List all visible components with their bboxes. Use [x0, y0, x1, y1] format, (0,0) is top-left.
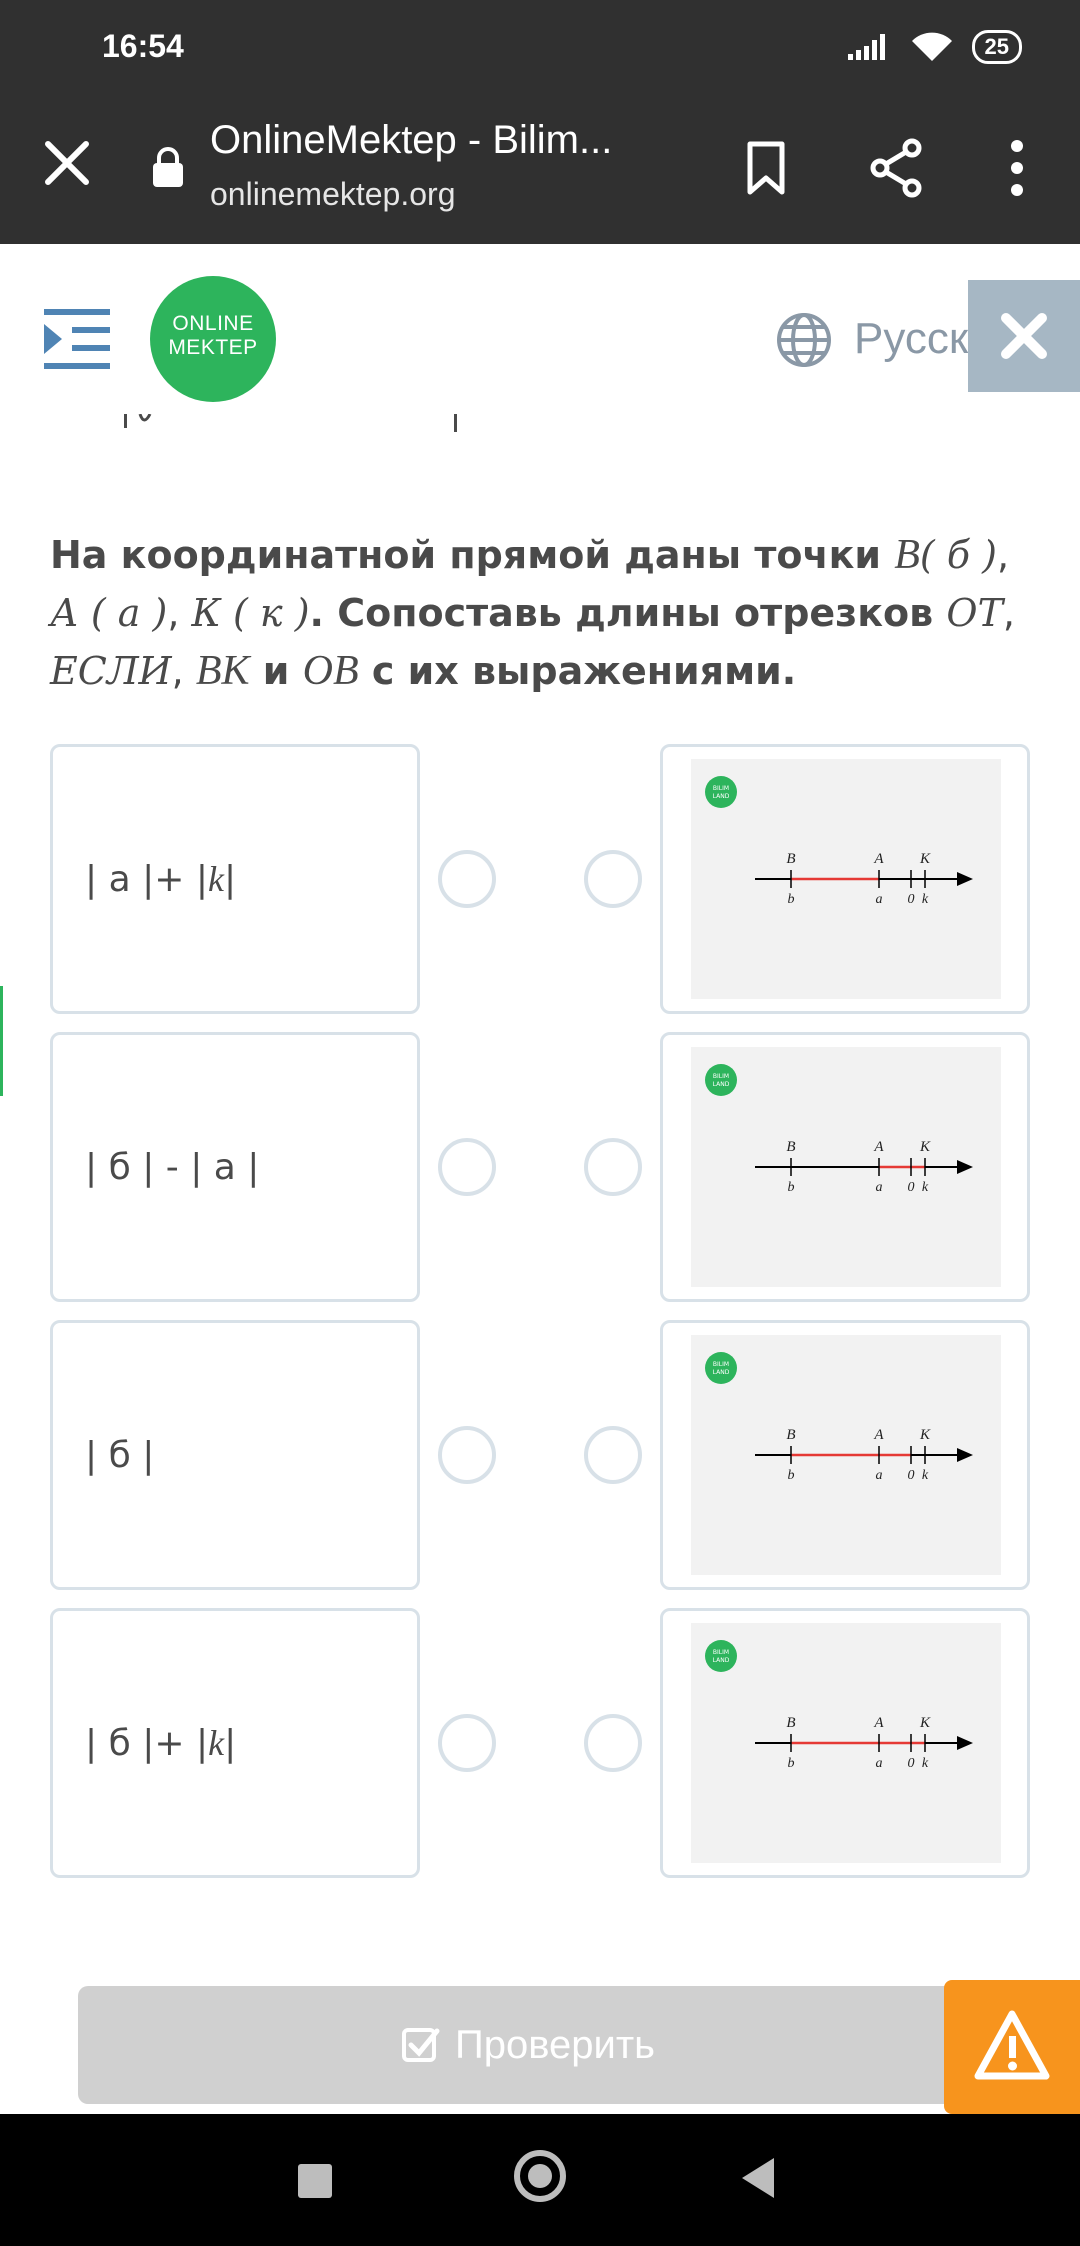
number-line-image — [691, 1623, 1001, 1863]
point-label: K — [919, 851, 931, 867]
bilimland-badge-icon — [705, 1352, 737, 1384]
expression-part: | — [223, 858, 237, 900]
site-header — [0, 244, 1080, 414]
menu-icon[interactable] — [42, 308, 112, 370]
expression-part: | б |+ | — [85, 1722, 209, 1764]
segment-esli: ЕСЛИ — [50, 649, 172, 693]
axis-arrow-icon — [957, 1736, 973, 1750]
tick-label: 0 — [907, 1180, 915, 1195]
expression-card[interactable] — [50, 744, 420, 1014]
right-connector-radio[interactable] — [584, 1714, 642, 1772]
system-nav-bar — [0, 2114, 1080, 2246]
point-label: K — [919, 1139, 931, 1155]
tick-label: 0 — [907, 892, 915, 907]
badge-text: BILIM — [712, 785, 730, 792]
expression-text — [85, 1323, 154, 1587]
expression-part: | — [224, 1722, 237, 1764]
expression-card[interactable] — [50, 1608, 420, 1878]
globe-icon[interactable] — [776, 312, 832, 368]
tick-label: a — [875, 1468, 883, 1483]
back-button[interactable] — [742, 2158, 774, 2198]
question-part2: . Сопоставь длины отрезков — [309, 591, 947, 635]
battery-level: 25 — [984, 34, 1009, 59]
tick-label: k — [921, 1180, 929, 1195]
tick-label: 0 — [907, 1468, 915, 1483]
segment-ot: ОТ — [946, 591, 1003, 635]
right-connector-radio[interactable] — [584, 850, 642, 908]
page-title: OnlineMektep - Bilim... — [210, 118, 613, 162]
expression-variable: k — [207, 859, 224, 899]
sep2: , — [167, 591, 192, 635]
bilimland-badge-icon — [705, 1064, 737, 1096]
number-line-image — [691, 759, 1001, 999]
expression-card[interactable] — [50, 1320, 420, 1590]
close-icon[interactable] — [40, 136, 94, 190]
point-label: B — [786, 851, 796, 867]
number-line-svg — [691, 1047, 1001, 1287]
badge-text: BILIM — [712, 1073, 730, 1080]
share-icon[interactable] — [868, 138, 924, 198]
point-label: B — [786, 1139, 796, 1155]
point-k-arg: ( к ) — [233, 591, 310, 635]
report-button[interactable] — [944, 1980, 1080, 2114]
number-line-image — [691, 1335, 1001, 1575]
battery-icon — [972, 30, 1022, 64]
left-connector-radio[interactable] — [438, 1426, 496, 1484]
point-label: A — [874, 1427, 884, 1443]
sep4: , — [171, 649, 196, 693]
expression-card[interactable] — [50, 1032, 420, 1302]
bookmark-icon[interactable] — [742, 140, 790, 196]
point-b-arg: ( б ) — [919, 533, 997, 577]
point-label: K — [919, 1427, 931, 1443]
status-time: 16:54 — [102, 28, 184, 64]
axis-arrow-icon — [957, 1448, 973, 1462]
expression-text — [85, 747, 236, 1011]
number-line-image — [691, 1047, 1001, 1287]
number-line-card[interactable] — [660, 1608, 1030, 1878]
cut-off-text — [40, 414, 640, 434]
badge-text: LAND — [712, 1369, 730, 1376]
bilimland-badge-icon — [705, 776, 737, 808]
tick-label: b — [787, 892, 795, 907]
check-square-icon — [401, 2025, 441, 2065]
recents-button[interactable] — [298, 2164, 332, 2198]
logo[interactable] — [150, 276, 276, 402]
axis-arrow-icon — [957, 872, 973, 886]
close-button[interactable] — [968, 280, 1080, 392]
tick-label: 0 — [907, 1756, 915, 1771]
number-line-card[interactable] — [660, 1032, 1030, 1302]
sep3: , — [1002, 591, 1016, 635]
wifi-icon — [910, 31, 954, 63]
question-part1: На координатной прямой даны точки — [50, 533, 895, 577]
number-line-card[interactable] — [660, 1320, 1030, 1590]
left-connector-radio[interactable] — [438, 1714, 496, 1772]
tick-label: b — [787, 1756, 795, 1771]
left-connector-radio[interactable] — [438, 850, 496, 908]
badge-text: BILIM — [712, 1361, 730, 1368]
segment-ob: OB — [302, 648, 359, 694]
tick-label: a — [875, 892, 883, 907]
and-word: и — [249, 649, 303, 693]
close-icon — [968, 280, 1080, 392]
point-label: A — [874, 1139, 884, 1155]
check-button[interactable] — [78, 1986, 978, 2104]
point-label: B — [786, 1427, 796, 1443]
number-line-svg — [691, 1335, 1001, 1575]
lock-icon — [150, 146, 186, 188]
expression-variable: k — [208, 1723, 225, 1763]
bilimland-badge-icon — [705, 1640, 737, 1672]
expression-part: | б | - | а | — [85, 1146, 260, 1188]
number-line-svg — [691, 759, 1001, 999]
tick-label: k — [921, 892, 929, 907]
check-button-label: Проверить — [454, 2022, 656, 2067]
tick-label: b — [787, 1180, 795, 1195]
badge-text: BILIM — [712, 1649, 730, 1656]
right-connector-radio[interactable] — [584, 1138, 642, 1196]
badge-text: LAND — [712, 793, 730, 800]
right-connector-radio[interactable] — [584, 1426, 642, 1484]
page-url[interactable]: onlinemektep.org — [210, 176, 456, 212]
question-part3: с их выражениями. — [358, 649, 797, 693]
point-label: B — [786, 1715, 796, 1731]
point-label: K — [919, 1715, 931, 1731]
point-b: B — [894, 532, 920, 578]
segment-bk: BK — [195, 648, 250, 694]
expression-text — [85, 1611, 236, 1875]
logo-line2: MEKTEP — [168, 336, 258, 359]
point-a: А — [50, 591, 79, 635]
expression-part: | б | — [85, 1434, 155, 1476]
status-icons — [846, 30, 1022, 64]
tick-label: k — [921, 1468, 929, 1483]
expression-text — [85, 1035, 259, 1299]
signal-icon — [846, 32, 892, 62]
tick-label: a — [875, 1180, 883, 1195]
warning-icon — [944, 1980, 1080, 2114]
number-line-svg — [691, 1623, 1001, 1863]
point-label: A — [874, 851, 884, 867]
status-bar — [0, 0, 1080, 96]
left-connector-radio[interactable] — [438, 1138, 496, 1196]
tick-label: b — [787, 1468, 795, 1483]
browser-toolbar — [0, 96, 1080, 244]
number-line-card[interactable] — [660, 744, 1030, 1014]
logo-line1: ONLINE — [172, 312, 254, 335]
badge-text: LAND — [712, 1657, 730, 1664]
home-button[interactable] — [514, 2150, 566, 2202]
point-a-arg: ( а ) — [90, 591, 168, 635]
language-selector[interactable]: Русск — [854, 314, 969, 363]
side-tab[interactable] — [0, 986, 3, 1096]
badge-text: LAND — [712, 1081, 730, 1088]
sep1: , — [996, 533, 1010, 577]
axis-arrow-icon — [957, 1160, 973, 1174]
expression-part: | а |+ | — [85, 858, 208, 900]
more-icon[interactable] — [1000, 138, 1034, 198]
point-k: К — [191, 591, 221, 635]
point-label: A — [874, 1715, 884, 1731]
tick-label: k — [921, 1756, 929, 1771]
question-text — [50, 526, 1040, 700]
tick-label: a — [875, 1756, 883, 1771]
